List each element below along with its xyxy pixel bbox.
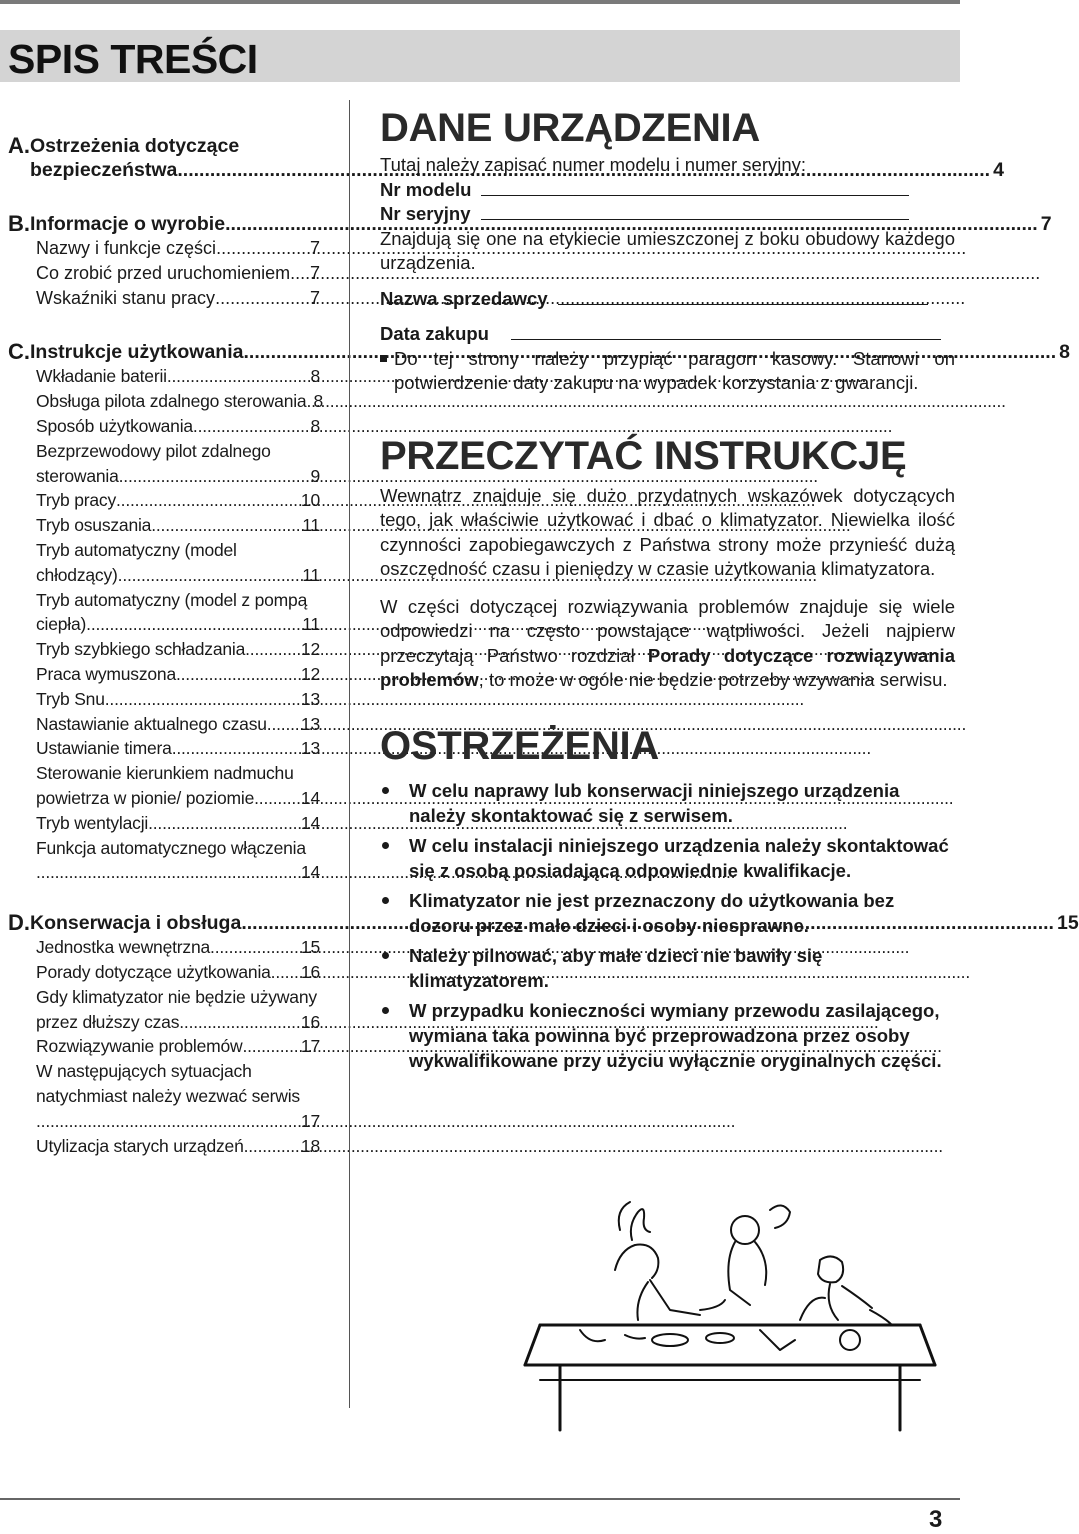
toc-page-number: 15	[1056, 912, 1079, 935]
toc-item-label: Sterowanie kierunkiem nadmuchu	[36, 763, 294, 784]
bullet-icon	[380, 888, 409, 938]
leader-dots	[193, 414, 308, 439]
toc-page-number: 14	[300, 812, 320, 833]
leader-dots	[245, 637, 298, 662]
bottom-rule	[0, 1498, 960, 1500]
toc-page-number: 4	[993, 159, 1004, 181]
leader-dots	[216, 236, 307, 261]
bullet-icon	[380, 778, 409, 828]
toc-item-label: Funkcja automatycznego włączenia	[36, 837, 306, 858]
toc-page-number: 13	[300, 688, 320, 709]
leader-dots	[210, 935, 298, 960]
leader-dots	[176, 662, 298, 687]
toc-item-label: Bezprzewodowy pilot zdalnego	[36, 440, 271, 461]
toc-item-label: Wskaźniki stanu pracy	[36, 287, 216, 308]
leader-dots	[36, 1109, 298, 1134]
right-column	[380, 106, 955, 1078]
toc-item	[36, 811, 320, 836]
toc-page-number: 14	[300, 862, 320, 883]
toc-item-label: Tryb automatyczny (model	[36, 539, 237, 560]
toc-page-number: 7	[309, 238, 320, 258]
toc-item-label: powietrza w pionie/ poziomie	[36, 787, 255, 808]
toc-item-label: Tryb pracy	[36, 490, 117, 511]
toc-item-label: Sposób użytkowania	[36, 415, 193, 436]
toc-page-number: 11	[302, 515, 320, 536]
toc-item-label: ciepła)	[36, 614, 87, 635]
leader-dots	[151, 513, 299, 538]
toc-item-label: Porady dotyczące użytkowania	[36, 961, 271, 982]
toc-page-number: 17	[300, 1036, 320, 1057]
toc-item	[36, 1034, 320, 1059]
leader-dots	[267, 712, 298, 737]
toc-item	[36, 236, 320, 261]
toc-section-title: Konserwacja i obsługa	[30, 912, 242, 935]
leader-dots	[290, 261, 307, 286]
toc-item	[36, 1134, 320, 1159]
toc-item-label: Obsługa pilota zdalnego sterowania	[36, 391, 307, 412]
toc-item	[36, 286, 320, 311]
toc-page-number: 18	[300, 1135, 320, 1156]
toc-item	[36, 588, 320, 638]
leader-dots	[148, 811, 298, 836]
leader-dots	[244, 1134, 298, 1159]
model-label: Nr modelu	[380, 178, 472, 200]
leader-dots	[242, 1034, 297, 1059]
serial-label: Nr seryjny	[380, 203, 471, 224]
toc-item	[36, 836, 320, 886]
toc-page-number: 11	[302, 614, 320, 635]
toc-page-number: 15	[300, 937, 320, 958]
toc-item	[36, 761, 320, 811]
purchase-date-line	[511, 326, 941, 340]
toc-page-number: 13	[300, 738, 320, 759]
purchase-date-label: Data zakupu	[380, 323, 489, 344]
warning-text: W przypadku konieczności wymiany przewodu zasilającego, wymiana taka powinna być przeprowadzona przez osoby wykwalifikowane przy użyciu wyłącznie oryginalnych części.	[409, 999, 942, 1071]
toc-page-number: 10	[300, 490, 320, 511]
leader-dots	[105, 687, 298, 712]
bullet-icon	[380, 998, 409, 1073]
seller-label: Nazwa sprzedawcy	[380, 287, 548, 309]
bullet-icon	[380, 833, 409, 883]
toc-page-number: 11	[302, 564, 320, 585]
toc-page-number: 8	[1059, 341, 1071, 364]
warnings-heading: OSTRZEŻENIA	[380, 723, 659, 768]
device-data-intro: Tutaj należy zapisać numer modelu i numer seryjny:	[380, 154, 807, 175]
leader-dots	[179, 1010, 298, 1035]
warning-text: Klimatyzator nie jest przeznaczony do użytkowania bez dozoru przez małe dzieci i osoby niesprawne.	[409, 889, 895, 936]
toc-item-label: Jednostka wewnętrzna	[36, 937, 211, 958]
page-title: SPIS TREŚCI	[8, 36, 258, 82]
toc-item	[36, 637, 320, 662]
toc-item-label: Tryb osuszania	[36, 515, 152, 536]
toc-item	[36, 736, 320, 761]
toc-item-label: Rozwiązywanie problemów	[36, 1036, 243, 1057]
top-rule	[0, 0, 960, 4]
toc-section-letter: A.	[8, 133, 30, 158]
toc-item-label: Tryb Snu	[36, 688, 105, 709]
toc-item	[36, 712, 320, 737]
leader-dots	[215, 286, 307, 311]
leader-dots	[254, 786, 298, 811]
seller-line	[558, 291, 928, 305]
toc-page-number: 13	[300, 713, 320, 734]
bullet-icon	[380, 943, 409, 993]
toc-item-label: Tryb wentylacji	[36, 812, 149, 833]
toc-item	[36, 261, 320, 286]
toc-item-label: Ustawianie timera	[36, 738, 172, 759]
toc-item	[36, 662, 320, 687]
toc-section-title: Informacje o wyrobie	[30, 213, 226, 235]
toc-page-number: 8	[310, 366, 320, 387]
toc-item-label: przez dłuższy czas	[36, 1011, 180, 1032]
toc-item	[36, 935, 320, 960]
toc-page-number: 7	[1040, 213, 1052, 235]
warning-item	[380, 888, 955, 938]
toc-item-label: Utylizacja starych urządzeń	[36, 1135, 244, 1156]
seller-field	[380, 287, 955, 312]
toc-item-label: W następujących sytuacjach	[36, 1061, 252, 1082]
read-instructions-para2: W części dotyczącej rozwiązywania problemów znajduje się wiele odpowiedzi na często powstające wątpliwości. Jeżeli najpierw przeczytają Państwo rozdział Porady dotyczące rozwiązywania problemów, to może w ogóle nie będzie potrzeby wzywania serwisu.	[380, 595, 955, 690]
toc-item	[36, 488, 320, 513]
toc-page-number: 12	[300, 663, 320, 684]
toc-section-title: bezpieczeństwa	[30, 159, 178, 181]
toc-page-number: 17	[300, 1110, 320, 1131]
toc-section-letter: D.	[8, 910, 30, 936]
leader-dots	[271, 960, 298, 985]
leader-dots	[86, 612, 299, 637]
toc-item	[36, 439, 320, 489]
toc-item-label: Wkładanie baterii	[36, 366, 167, 387]
warning-text: Należy pilnować, aby małe dzieci nie bawiły się klimatyzatorem.	[409, 944, 823, 991]
serial-line	[481, 206, 909, 220]
toc-item-label: Co zrobić przed uruchomieniem	[36, 262, 291, 283]
toc-item-label: Nastawianie aktualnego czasu	[36, 713, 267, 734]
toc-page-number: 14	[300, 787, 320, 808]
leader-dots	[36, 860, 298, 885]
warning-text: W celu instalacji niniejszego urządzenia należy skontaktować się z osobą posiadającą odpowiednie kwalifikacje.	[409, 834, 949, 881]
toc-section-title: Ostrzeżenia dotyczące	[30, 135, 240, 157]
warning-item	[380, 833, 955, 883]
warning-item	[380, 998, 955, 1073]
toc-item	[36, 687, 320, 712]
toc-section-letter: C.	[8, 339, 30, 365]
toc-item	[36, 414, 320, 439]
column-divider	[349, 100, 350, 1408]
toc-item	[36, 389, 324, 414]
read-instructions-para1: Wewnątrz znajduje się dużo przydatnych wskazówek dotyczących tego, jak właściwie użytkować i dbać o klimatyzator. Niewielka ilość czynności zapobiegawczych z Państwa strony może przynieść dużą oszczędność czasu i pieniędzy w czasie użytkowania klimatyzatora.	[380, 484, 955, 579]
leader-dots	[119, 464, 308, 489]
warnings-list	[380, 778, 955, 1073]
warning-item	[380, 778, 955, 828]
model-line	[481, 182, 909, 196]
serial-field	[380, 202, 955, 227]
toc-item-label: Gdy klimatyzator nie będzie używany	[36, 986, 317, 1007]
square-bullet-icon	[380, 347, 394, 396]
model-field	[380, 178, 955, 203]
toc-page-number: 7	[309, 262, 320, 283]
toc-page-number: 7	[309, 287, 320, 308]
leader-dots	[116, 488, 298, 513]
label-note: Znajdują się one na etykiecie umieszczonej z boku obudowy każdego urządzenia.	[380, 227, 955, 273]
purchase-date-field	[380, 322, 955, 347]
toc-page-number: 16	[300, 961, 320, 982]
toc-page-number: 8	[313, 391, 324, 412]
toc-page-number: 9	[310, 465, 320, 486]
toc-section-heading	[8, 339, 1071, 365]
page-number: 3	[929, 1506, 943, 1533]
toc-section-letter: B.	[8, 211, 30, 236]
toc-section-title: Instrukcje użytkowania	[30, 341, 244, 364]
leader-dots	[167, 364, 308, 389]
toc-item	[36, 538, 320, 588]
device-data-heading: DANE URZĄDZENIA	[380, 106, 760, 150]
leader-dots	[172, 736, 298, 761]
leader-dots	[118, 563, 300, 588]
receipt-note: Do tej strony należy przypiąć paragon kasowy. Stanowi on potwierdzenie daty zakupu na wypadek korzystania z gwarancji.	[380, 347, 955, 396]
toc-item	[36, 1059, 320, 1133]
read-instructions-heading: PRZECZYTAĆ INSTRUKCJĘ	[380, 433, 907, 478]
warning-item	[380, 943, 955, 993]
toc-page-number: 12	[300, 639, 320, 660]
toc-item	[36, 364, 320, 389]
toc-page-number: 8	[310, 415, 320, 436]
toc-item-label: natychmiast należy wezwać serwis	[36, 1085, 300, 1106]
toc-item-label: Nazwy i funkcje części	[36, 238, 217, 258]
toc-page-number: 16	[300, 1011, 320, 1032]
picnic-illustration-icon	[520, 1190, 940, 1440]
toc-item-label: Tryb szybkiego schładzania	[36, 639, 246, 660]
toc-item	[36, 985, 320, 1035]
toc-item-label: Tryb automatyczny (model z pompą	[36, 589, 308, 610]
toc-item-label: Praca wymuszona	[36, 663, 176, 684]
warning-text: W celu naprawy lub konserwacji niniejszego urządzenia należy skontaktować się z serwisem.	[409, 779, 900, 826]
toc-item	[36, 960, 320, 985]
toc-item-label: chłodzący)	[36, 564, 118, 585]
toc-item	[36, 513, 320, 538]
toc-item-label: sterowania	[36, 465, 119, 486]
